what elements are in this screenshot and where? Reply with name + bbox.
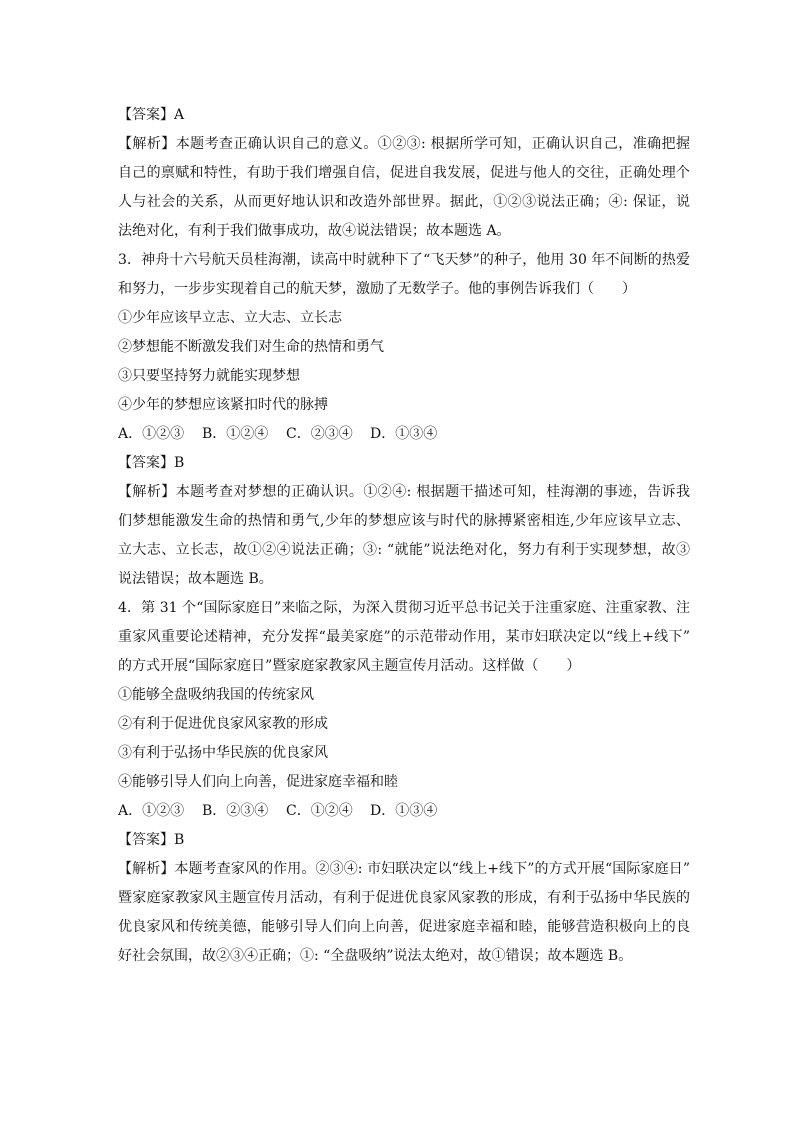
analysis-line: 【解析】本题考查家风的作用。②③④: 市妇联决定以“线上+线下”的方式开展“国际家庭日”: [118, 861, 690, 877]
analysis-line: 【解析】本题考查对梦想的正确认识。①②④: 根据题干描述可知，桂海潮的事迹，告诉我: [118, 484, 690, 500]
answer-label: 【答案】B: [118, 455, 185, 471]
choice-options: [118, 420, 690, 449]
statement-item: ④少年的梦想应该紧扣时代的脉搏: [118, 397, 328, 413]
statement-item: ①能够全盘吸纳我国的传统家风: [118, 687, 314, 703]
analysis-line: 自己的禀赋和特性，有助于我们增强自信，促进自我发展，促进与他人的交往，正确处理个: [118, 165, 690, 181]
option-c: C．①②④: [286, 803, 353, 819]
analysis-line: 人与社会的关系，从而更好地认识和改造外部世界。据此，①②③说法正确；④: 保证，说: [118, 194, 690, 210]
answer-label: 【答案】A: [118, 107, 185, 123]
option-d: D．①③④: [370, 426, 438, 442]
statement-item: ④能够引导人们向上向善，促进家庭幸福和睦: [118, 774, 398, 790]
analysis-line: 们梦想能激发生命的热情和勇气,少年的梦想应该与时代的脉搏紧密相连,少年应该早立志、: [118, 513, 690, 529]
analysis-line: 暨家庭家教家风主题宣传月活动，有利于促进优良家风家教的形成，有利于弘扬中华民族的: [118, 890, 690, 906]
choice-options: [118, 797, 690, 826]
question-stem-line: 的方式开展“国际家庭日”暨家庭家教家风主题宣传月活动。这样做（ ）: [118, 658, 581, 674]
question-stem-line: 4．第 31 个“国际家庭日”来临之际，为深入贯彻习近平总书记关于注重家庭、注重家教、注: [118, 600, 690, 616]
option-c: C．②③④: [286, 426, 353, 442]
analysis-line: 说法错误；故本题选 B。: [118, 571, 273, 587]
answer-block-2: [118, 101, 690, 246]
option-b: B．①②④: [202, 426, 269, 442]
question-stem-line: 重家风重要论述精神，充分发挥“最美家庭”的示范带动作用，某市妇联决定以“线上+线下”: [118, 629, 690, 645]
statement-item: ②梦想能不断激发我们对生命的热情和勇气: [118, 339, 384, 355]
question-stem-line: 3．神舟十六号航天员桂海潮，读高中时就种下了“飞天梦”的种子，他用 30 年不间断的热爱: [118, 252, 690, 268]
option-d: D．①③④: [370, 803, 438, 819]
statement-item: ①少年应该早立志、立大志、立长志: [118, 310, 342, 326]
analysis-line: 优良家风和传统美德，能够引导人们向上向善，促进家庭幸福和睦，能够营造积极向上的良: [118, 919, 690, 935]
analysis-line: 【解析】本题考查正确认识自己的意义。①②③: 根据所学可知，正确认识自己，准确把握: [118, 136, 690, 152]
option-a: A．①②③: [118, 803, 185, 819]
document-page: [118, 101, 690, 971]
question-4: [118, 594, 690, 971]
analysis-line: 法绝对化，有利于我们做事成功，故④说法错误；故本题选 A。: [118, 223, 511, 239]
statement-item: ③只要坚持努力就能实现梦想: [118, 368, 300, 384]
statement-item: ③有利于弘扬中华民族的优良家风: [118, 745, 328, 761]
answer-label: 【答案】B: [118, 832, 185, 848]
option-a: A．①②③: [118, 426, 185, 442]
analysis-line: 好社会氛围，故②③④正确；①: “全盘吸纳”说法太绝对，故①错误；故本题选 B。: [118, 948, 633, 964]
option-b: B．②③④: [202, 803, 269, 819]
question-stem-line: 和努力，一步步实现着自己的航天梦，激励了无数学子。他的事例告诉我们（ ）: [118, 281, 636, 297]
analysis-line: 立大志、立长志，故①②④说法正确；③: “就能”说法绝对化，努力有利于实现梦想，故③: [118, 542, 690, 558]
question-3: [118, 246, 690, 594]
statement-item: ②有利于促进优良家风家教的形成: [118, 716, 328, 732]
